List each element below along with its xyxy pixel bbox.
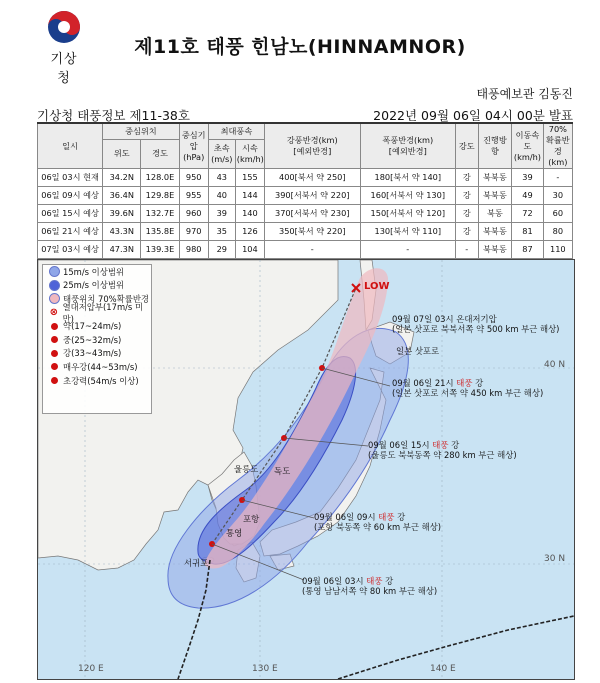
cell-dt: 06일 15시 예상: [38, 205, 103, 223]
typhoon-info-table: [37, 122, 573, 259]
place-sapporo: 일본 삿포로: [396, 346, 440, 356]
annotation-time: 09월 06일 21시: [392, 378, 457, 388]
cell-dir: 북북동: [478, 187, 512, 205]
col-speed: 이동속도 (km/h): [512, 123, 543, 169]
legend-label: 매우강(44~53m/s): [63, 361, 138, 372]
cell-ms: 35: [208, 223, 235, 241]
lat-label-30: 30 N: [544, 554, 566, 564]
annotation-time: 09월 06일 03시: [302, 576, 367, 586]
cell-int: 강: [456, 205, 478, 223]
cell-storm: 160[서북서 약 130]: [360, 187, 456, 205]
cell-p: 970: [179, 223, 208, 241]
place-pohang: 포항: [243, 514, 260, 524]
place-seogwipo: 서귀포: [184, 558, 209, 568]
cell-kmh: 104: [235, 241, 264, 259]
annotation-location: (통영 남남서쪽 약 80 km 부근 해상): [302, 586, 438, 596]
cell-lat: 39.6N: [103, 205, 141, 223]
cell-spd: 72: [512, 205, 543, 223]
cell-storm: 180[북서 약 140]: [360, 169, 456, 187]
bulletin-id: 기상청 태풍정보 제11-38호: [37, 108, 190, 123]
cell-storm: -: [360, 241, 456, 259]
place-tongyeong: 통영: [226, 528, 243, 538]
cell-int: -: [456, 241, 478, 259]
legend-item: [43, 374, 151, 388]
cell-spd: 39: [512, 169, 543, 187]
cell-lon: 132.7E: [141, 205, 179, 223]
legend-symbol-icon: ⊗: [49, 307, 58, 319]
cell-lat: 43.3N: [103, 223, 141, 241]
typhoon-track-map: [37, 259, 575, 680]
col-intensity: 강도: [456, 123, 478, 169]
cell-dt: 06일 03시 현재: [38, 169, 103, 187]
legend-item: [43, 333, 151, 347]
cell-lon: 135.8E: [141, 223, 179, 241]
place-ulleungdo: 울릉도: [234, 464, 259, 474]
legend-symbol-icon: [48, 362, 60, 372]
legend-symbol-icon: [48, 267, 60, 277]
cell-dir: 북동: [478, 205, 512, 223]
lon-label-130: 130 E: [252, 664, 278, 674]
col-maxwind: 최대풍속: [208, 123, 264, 139]
cell-storm: 130[북서 약 110]: [360, 223, 456, 241]
table-row: [38, 241, 573, 259]
cell-p: 960: [179, 205, 208, 223]
annotation-tag: 태풍: [432, 440, 449, 450]
track-annotation: [392, 378, 543, 398]
annotation-intensity: 강: [394, 512, 406, 522]
col-lat: 위도: [103, 139, 141, 168]
cell-kmh: 126: [235, 223, 264, 241]
table-row: [38, 205, 573, 223]
cell-kmh: 144: [235, 187, 264, 205]
cell-dir: 북북동: [478, 241, 512, 259]
cell-p: 955: [179, 187, 208, 205]
annotation-location: (울릉도 북북동쪽 약 280 km 부근 해상): [368, 450, 517, 460]
cell-int: 강: [456, 187, 478, 205]
annotation-intensity: 강: [472, 378, 484, 388]
table-row: [38, 223, 573, 241]
legend-label: 초강력(54m/s 이상): [63, 375, 139, 386]
cell-ms: 29: [208, 241, 235, 259]
cell-lat: 34.2N: [103, 169, 141, 187]
issued-time: 2022년 09월 06일 04시 00분 발표: [373, 108, 573, 123]
cell-ms: 43: [208, 169, 235, 187]
annotation-time: 09월 06일 09시: [314, 512, 379, 522]
col-center: 중심위치: [103, 123, 179, 139]
cell-lat: 47.3N: [103, 241, 141, 259]
legend-symbol-icon: [48, 321, 60, 331]
cell-lon: 128.0E: [141, 169, 179, 187]
cell-p: 950: [179, 169, 208, 187]
cell-int: 강: [456, 223, 478, 241]
cell-p: 980: [179, 241, 208, 259]
cell-prob: 110: [543, 241, 572, 259]
col-lon: 경도: [141, 139, 179, 168]
legend-label: 25m/s 이상범위: [63, 280, 125, 291]
map-legend: [42, 264, 152, 414]
annotation-location: (포항 북동쪽 약 60 km 부근 해상): [314, 522, 442, 532]
cell-prob: -: [543, 169, 572, 187]
legend-item: [43, 279, 151, 293]
page-title: 제11호 태풍 힌남노(HINNAMNOR): [134, 36, 466, 58]
cell-lon: 139.3E: [141, 241, 179, 259]
annotation-location: (일본 삿포로 서쪽 약 450 km 부근 해상): [392, 388, 544, 398]
cell-strong: 400[북서 약 250]: [265, 169, 361, 187]
col-ms: 초속 (m/s): [208, 139, 235, 168]
forecaster: 태풍예보관 김동진: [476, 87, 573, 101]
table-row: [38, 169, 573, 187]
annotation-intensity: 강: [382, 576, 394, 586]
low-label: LOW: [364, 281, 390, 292]
cell-dir: 북북동: [478, 223, 512, 241]
legend-label: 15m/s 이상범위: [63, 266, 125, 277]
legend-item: [43, 265, 151, 279]
track-annotation: [302, 576, 437, 596]
col-pressure: 중심기압 (hPa): [179, 123, 208, 169]
cell-spd: 87: [512, 241, 543, 259]
legend-item: [43, 301, 151, 324]
lat-label-40: 40 N: [544, 360, 566, 370]
legend-symbol-icon: [48, 376, 60, 386]
place-dokdo: 독도: [274, 466, 291, 476]
track-annotation: [392, 314, 559, 334]
annotation-tag: 태풍: [366, 576, 383, 586]
cell-strong: -: [265, 241, 361, 259]
cell-kmh: 155: [235, 169, 264, 187]
legend-symbol-icon: [48, 294, 60, 304]
table-header-row: [38, 123, 573, 139]
cell-strong: 390[서북서 약 220]: [265, 187, 361, 205]
legend-label: 강(33~43m/s): [63, 348, 122, 359]
col-datetime: 일시: [38, 123, 103, 169]
cell-strong: 350[북서 약 220]: [265, 223, 361, 241]
col-prob-radius: 70% 확률반경 (km): [543, 123, 572, 169]
lon-label-120: 120 E: [78, 664, 104, 674]
legend-item: [43, 360, 151, 374]
track-annotation: [314, 512, 441, 532]
annotation-location: (일본 삿포로 북북서쪽 약 500 km 부근 해상): [392, 324, 560, 334]
col-direction: 진행방향: [478, 123, 512, 169]
cell-storm: 150[서북서 약 120]: [360, 205, 456, 223]
cell-prob: 30: [543, 187, 572, 205]
lon-label-140: 140 E: [430, 664, 456, 674]
legend-label: 태풍위치 70%확률반경: [63, 293, 149, 304]
col-strong-radius: 강풍반경(km) [예외반경]: [265, 123, 361, 169]
col-kmh: 시속 (km/h): [235, 139, 264, 168]
cell-strong: 370[서북서 약 230]: [265, 205, 361, 223]
cell-spd: 81: [512, 223, 543, 241]
cell-int: 강: [456, 169, 478, 187]
legend-label: 열대저압부(17m/s 미만): [62, 301, 144, 324]
table-row: [38, 187, 573, 205]
legend-item: [43, 347, 151, 361]
cell-spd: 49: [512, 187, 543, 205]
annotation-tag: 태풍: [378, 512, 395, 522]
cell-dir: 북북동: [478, 169, 512, 187]
legend-symbol-icon: [48, 280, 60, 290]
cell-ms: 40: [208, 187, 235, 205]
cell-dt: 06일 09시 예상: [38, 187, 103, 205]
col-storm-radius: 폭풍반경(km) [예외반경]: [360, 123, 456, 169]
cell-ms: 39: [208, 205, 235, 223]
annotation-tag: 태풍: [456, 378, 473, 388]
cell-kmh: 140: [235, 205, 264, 223]
cell-prob: 80: [543, 223, 572, 241]
track-annotation: [368, 440, 517, 460]
legend-symbol-icon: [48, 335, 60, 345]
legend-label: 약(17~24m/s): [63, 321, 122, 332]
annotation-intensity: 강: [448, 440, 460, 450]
cell-dt: 06일 21시 예상: [38, 223, 103, 241]
cell-dt: 07일 03시 예상: [38, 241, 103, 259]
cell-lat: 36.4N: [103, 187, 141, 205]
annotation-time: 09월 06일 15시: [368, 440, 433, 450]
cell-prob: 60: [543, 205, 572, 223]
legend-label: 중(25~32m/s): [63, 334, 122, 345]
legend-symbol-icon: [48, 348, 60, 358]
cell-lon: 129.8E: [141, 187, 179, 205]
kma-logo-text: 기상청: [50, 52, 78, 86]
annotation-time: 09월 07일 03시 온대저기압: [392, 314, 497, 324]
